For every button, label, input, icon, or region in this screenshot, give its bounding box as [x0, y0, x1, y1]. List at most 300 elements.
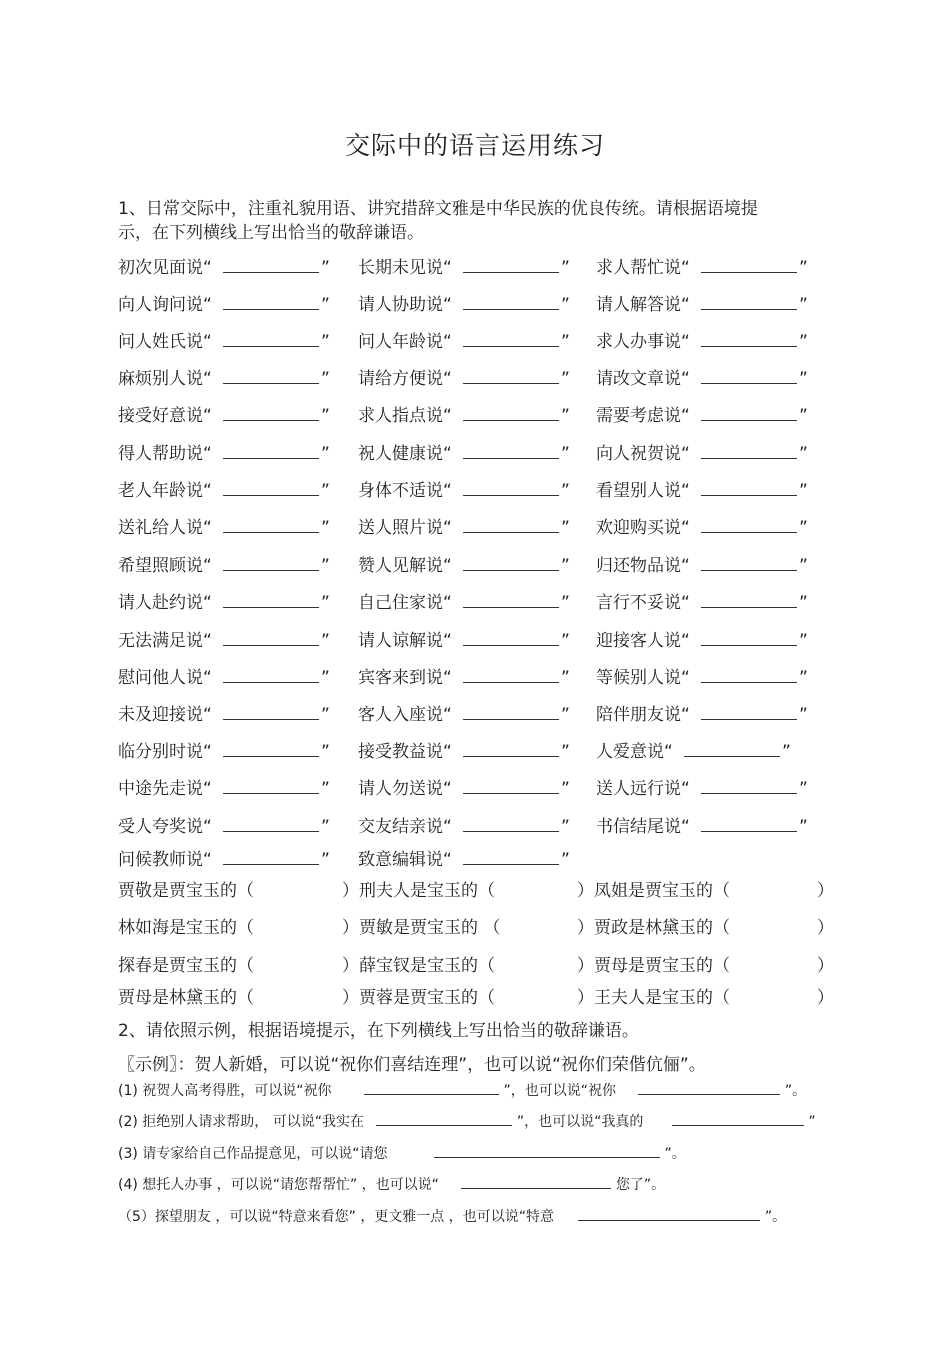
exercise-row — [118, 364, 838, 390]
closing-paren: ） — [817, 988, 834, 1008]
closing-paren: ） — [817, 881, 834, 901]
answer-blank[interactable] — [684, 739, 780, 757]
exercise-row — [118, 588, 838, 614]
exercise-item — [118, 327, 339, 352]
exercise-item — [596, 812, 817, 837]
exercise-row — [118, 737, 838, 763]
close-quote: ” — [799, 631, 808, 651]
answer-blank[interactable] — [701, 553, 797, 571]
answer-blank[interactable] — [463, 553, 559, 571]
answer-blank[interactable] — [223, 255, 319, 273]
exercise-item — [596, 253, 817, 278]
open-quote: “ — [443, 742, 452, 762]
item-4-prompt: (4) 想托人办事 ，可以说“请您帮帮忙” ，也可以说“ — [118, 1177, 439, 1193]
exercise-item — [118, 663, 339, 688]
close-quote: ” — [799, 406, 808, 426]
answer-blank[interactable] — [223, 776, 319, 794]
open-quote: “ — [443, 332, 452, 352]
open-quote: “ — [681, 444, 690, 464]
open-quote: “ — [681, 295, 690, 315]
open-quote: “ — [203, 444, 212, 464]
close-quote: ” — [561, 518, 570, 538]
exercise-row — [118, 774, 838, 800]
situation-label: 请给方便说 — [358, 369, 443, 389]
relation-row — [118, 876, 834, 902]
open-quote: “ — [681, 481, 690, 501]
situation-label: 中途先走说 — [118, 779, 203, 799]
open-quote: “ — [681, 518, 690, 538]
situation-label: 向人询问说 — [118, 295, 203, 315]
exercise-row — [118, 812, 838, 838]
item-4-prompt-end: 您了”。 — [615, 1177, 666, 1193]
answer-blank[interactable] — [701, 814, 797, 832]
answer-blank[interactable] — [463, 628, 559, 646]
situation-label: 初次见面说 — [118, 258, 203, 278]
open-quote: “ — [203, 668, 212, 688]
open-quote: “ — [203, 332, 212, 352]
open-quote: “ — [203, 779, 212, 799]
question-2-item-3 — [118, 1143, 686, 1165]
open-quote: “ — [681, 593, 690, 613]
exercise-row — [118, 401, 838, 427]
exercise-item — [358, 812, 579, 837]
open-quote: “ — [203, 518, 212, 538]
open-quote: “ — [443, 258, 452, 278]
close-quote: ” — [799, 556, 808, 576]
exercise-item — [596, 290, 817, 315]
item-1-prompt-mid: ”，也可以说“祝你 — [503, 1083, 616, 1099]
situation-label: 人爱意说 — [596, 742, 664, 762]
answer-blank[interactable] — [463, 702, 559, 720]
close-quote: ” — [321, 779, 330, 799]
situation-label: 宾客来到说 — [358, 668, 443, 688]
exercise-item — [358, 700, 579, 725]
exercise-item — [118, 253, 339, 278]
relation-prompt: 贾敬是贾宝玉的（ — [118, 881, 254, 901]
situation-label: 赞人见解说 — [358, 556, 443, 576]
answer-blank[interactable] — [701, 665, 797, 683]
relation-prompt: ）贾母是贾宝玉的（ — [577, 956, 730, 976]
situation-label: 迎接客人说 — [596, 631, 681, 651]
exercise-item — [358, 253, 579, 278]
close-quote: ” — [799, 258, 808, 278]
open-quote: “ — [664, 742, 673, 762]
situation-label: 问人年龄说 — [358, 332, 443, 352]
item-3-prompt: (3) 请专家给自己作品提意见，可以说“请您 — [118, 1146, 388, 1162]
answer-blank[interactable] — [223, 292, 319, 310]
situation-label: 请人赴约说 — [118, 593, 203, 613]
exercise-item — [596, 737, 800, 762]
answer-blank[interactable] — [701, 590, 797, 608]
close-quote: ” — [799, 369, 808, 389]
closing-paren: ） — [817, 956, 834, 976]
exercise-item — [118, 439, 339, 464]
situation-label: 求人帮忙说 — [596, 258, 681, 278]
answer-blank[interactable] — [434, 1143, 660, 1158]
close-quote: ” — [561, 444, 570, 464]
answer-blank[interactable] — [223, 628, 319, 646]
relation-prompt: 林如海是宝玉的（ — [118, 918, 254, 938]
exercise-item — [596, 551, 817, 576]
open-quote: “ — [681, 258, 690, 278]
close-quote: ” — [561, 742, 570, 762]
open-quote: “ — [203, 295, 212, 315]
open-quote: “ — [443, 556, 452, 576]
situation-label: 送礼给人说 — [118, 518, 203, 538]
close-quote: ” — [321, 705, 330, 725]
relation-row — [118, 913, 834, 939]
close-quote: ” — [321, 593, 330, 613]
close-quote: ” — [799, 668, 808, 688]
situation-label: 自己住家说 — [358, 593, 443, 613]
exercise-row — [118, 663, 838, 689]
answer-blank[interactable] — [376, 1111, 512, 1126]
exercise-item — [118, 364, 339, 389]
answer-blank[interactable] — [701, 403, 797, 421]
situation-label: 请人谅解说 — [358, 631, 443, 651]
answer-blank[interactable] — [223, 847, 319, 865]
exercise-row — [118, 290, 838, 316]
relation-prompt: 贾母是林黛玉的（ — [118, 988, 254, 1008]
close-quote: ” — [799, 779, 808, 799]
answer-blank[interactable] — [701, 515, 797, 533]
answer-blank[interactable] — [463, 329, 559, 347]
situation-label: 陪伴朋友说 — [596, 705, 681, 725]
situation-label: 客人入座说 — [358, 705, 443, 725]
situation-label: 长期未见说 — [358, 258, 443, 278]
close-quote: ” — [321, 332, 330, 352]
exercise-item — [596, 513, 817, 538]
exercise-item — [118, 513, 339, 538]
close-quote: ” — [561, 593, 570, 613]
close-quote: ” — [561, 406, 570, 426]
situation-label: 言行不妥说 — [596, 593, 681, 613]
exercise-row — [118, 253, 838, 279]
open-quote: “ — [203, 369, 212, 389]
answer-blank[interactable] — [463, 255, 559, 273]
open-quote: “ — [203, 631, 212, 651]
exercise-item — [358, 364, 579, 389]
exercise-row — [118, 327, 838, 353]
situation-label: 送人远行说 — [596, 779, 681, 799]
close-quote: ” — [321, 556, 330, 576]
situation-label: 归还物品说 — [596, 556, 681, 576]
answer-blank[interactable] — [701, 292, 797, 310]
answer-blank[interactable] — [463, 847, 559, 865]
answer-blank[interactable] — [463, 478, 559, 496]
answer-blank[interactable] — [223, 590, 319, 608]
close-quote: ” — [561, 817, 570, 837]
situation-label: 接受教益说 — [358, 742, 443, 762]
situation-label: 请改文章说 — [596, 369, 681, 389]
answer-blank[interactable] — [463, 515, 559, 533]
exercise-item — [118, 401, 339, 426]
relation-row — [118, 983, 834, 1009]
exercise-item — [118, 476, 339, 501]
open-quote: “ — [443, 779, 452, 799]
close-quote: ” — [799, 332, 808, 352]
answer-blank[interactable] — [701, 329, 797, 347]
answer-blank[interactable] — [223, 329, 319, 347]
answer-blank[interactable] — [701, 776, 797, 794]
relation-prompt: ）王夫人是宝玉的（ — [577, 988, 730, 1008]
close-quote: ” — [782, 742, 791, 762]
situation-label: 老人年龄说 — [118, 481, 203, 501]
exercise-item — [118, 737, 339, 762]
exercise-row — [118, 551, 838, 577]
exercise-item — [358, 774, 579, 799]
answer-blank[interactable] — [463, 776, 559, 794]
open-quote: “ — [443, 369, 452, 389]
exercise-item — [358, 845, 579, 870]
open-quote: “ — [443, 631, 452, 651]
item-5-prompt: （5）探望朋友 ，可以说“特意来看您” ，更文雅一点 ，也可以说“特意 — [118, 1209, 555, 1225]
situation-label: 求人办事说 — [596, 332, 681, 352]
close-quote: ” — [321, 258, 330, 278]
open-quote: “ — [203, 817, 212, 837]
exercise-row — [118, 845, 838, 871]
situation-label: 书信结尾说 — [596, 817, 681, 837]
situation-label: 欢迎购买说 — [596, 518, 681, 538]
exercise-item — [358, 663, 579, 688]
situation-label: 临分别时说 — [118, 742, 203, 762]
exercise-row — [118, 626, 838, 652]
item-2-prompt: (2) 拒绝别人请求帮助， 可以说“我实在 — [118, 1114, 364, 1130]
open-quote: “ — [443, 406, 452, 426]
relation-prompt: ）贾敏是贾宝玉的 （ — [342, 918, 501, 938]
answer-blank[interactable] — [578, 1206, 760, 1221]
answer-blank[interactable] — [463, 665, 559, 683]
situation-label: 交友结亲说 — [358, 817, 443, 837]
situation-label: 请人勿送说 — [358, 779, 443, 799]
exercise-item — [118, 700, 339, 725]
open-quote: “ — [203, 406, 212, 426]
close-quote: ” — [561, 332, 570, 352]
close-quote: ” — [561, 668, 570, 688]
answer-blank[interactable] — [701, 478, 797, 496]
answer-blank[interactable] — [223, 814, 319, 832]
open-quote: “ — [203, 481, 212, 501]
situation-label: 送人照片说 — [358, 518, 443, 538]
answer-blank[interactable] — [223, 478, 319, 496]
exercise-item — [358, 439, 579, 464]
item-2-prompt-mid: ”，也可以说“我真的 — [516, 1114, 644, 1130]
close-quote: ” — [321, 406, 330, 426]
close-quote: ” — [799, 593, 808, 613]
situation-label: 求人指点说 — [358, 406, 443, 426]
answer-blank[interactable] — [463, 403, 559, 421]
close-quote: ” — [561, 481, 570, 501]
close-quote: ” — [321, 742, 330, 762]
question-2-example: 〖示例〗：贺人新婚，可以说“祝你们喜结连理”，也可以说“祝你们荣偕伉俪”。 — [118, 1055, 706, 1075]
open-quote: “ — [681, 668, 690, 688]
open-quote: “ — [443, 295, 452, 315]
open-quote: “ — [681, 705, 690, 725]
exercise-item — [358, 588, 579, 613]
exercise-item — [596, 439, 817, 464]
answer-blank[interactable] — [223, 366, 319, 384]
exercise-item — [596, 700, 817, 725]
answer-blank[interactable] — [223, 441, 319, 459]
close-quote: ” — [321, 817, 330, 837]
exercise-item — [358, 551, 579, 576]
exercise-row — [118, 700, 838, 726]
close-quote: ” — [321, 295, 330, 315]
open-quote: “ — [681, 556, 690, 576]
closing-paren: ） — [817, 918, 834, 938]
open-quote: “ — [203, 556, 212, 576]
answer-blank[interactable] — [223, 553, 319, 571]
open-quote: “ — [443, 705, 452, 725]
exercise-item — [118, 588, 339, 613]
answer-blank[interactable] — [463, 814, 559, 832]
situation-label: 请人协助说 — [358, 295, 443, 315]
exercise-item — [118, 551, 339, 576]
open-quote: “ — [681, 332, 690, 352]
question-2-heading: 2、请依照示例，根据语境提示，在下列横线上写出恰当的敬辞谦语。 — [118, 1021, 639, 1041]
answer-blank[interactable] — [223, 665, 319, 683]
open-quote: “ — [443, 668, 452, 688]
situation-label: 问候教师说 — [118, 850, 203, 870]
situation-label: 致意编辑说 — [358, 850, 443, 870]
answer-blank[interactable] — [223, 702, 319, 720]
question-1-intro-line2: 示，在下列横线上写出恰当的敬辞谦语。 — [118, 223, 424, 243]
answer-blank[interactable] — [463, 366, 559, 384]
answer-blank[interactable] — [223, 403, 319, 421]
answer-blank[interactable] — [638, 1080, 780, 1095]
answer-blank[interactable] — [223, 515, 319, 533]
answer-blank[interactable] — [701, 702, 797, 720]
relation-prompt: ）贾政是林黛玉的（ — [577, 918, 730, 938]
close-quote: ” — [321, 668, 330, 688]
exercise-item — [118, 626, 339, 651]
close-quote: ” — [321, 850, 330, 870]
situation-label: 麻烦别人说 — [118, 369, 203, 389]
exercise-row — [118, 513, 838, 539]
open-quote: “ — [443, 481, 452, 501]
exercise-item — [118, 812, 339, 837]
relation-prompt: ）刑夫人是宝玉的（ — [342, 881, 495, 901]
question-2-item-5 — [118, 1206, 786, 1228]
item-5-prompt-end: ”。 — [764, 1209, 787, 1225]
close-quote: ” — [321, 631, 330, 651]
exercise-item — [596, 401, 817, 426]
situation-label: 问人姓氏说 — [118, 332, 203, 352]
exercise-item — [358, 327, 579, 352]
open-quote: “ — [203, 850, 212, 870]
item-1-prompt: (1) 祝贺人高考得胜，可以说“祝你 — [118, 1083, 332, 1099]
answer-blank[interactable] — [463, 441, 559, 459]
open-quote: “ — [443, 593, 452, 613]
answer-blank[interactable] — [701, 366, 797, 384]
relation-prompt: 探春是贾宝玉的（ — [118, 956, 254, 976]
exercise-item — [358, 737, 579, 762]
answer-blank[interactable] — [701, 628, 797, 646]
answer-blank[interactable] — [223, 739, 319, 757]
exercise-item — [358, 401, 579, 426]
exercise-item — [358, 513, 579, 538]
situation-label: 得人帮助说 — [118, 444, 203, 464]
exercise-item — [358, 476, 579, 501]
exercise-item — [596, 663, 817, 688]
answer-blank[interactable] — [461, 1174, 611, 1189]
open-quote: “ — [681, 406, 690, 426]
close-quote: ” — [799, 705, 808, 725]
exercise-item — [358, 626, 579, 651]
relation-row — [118, 951, 834, 977]
exercise-item — [596, 327, 817, 352]
exercise-item — [596, 774, 817, 799]
question-1-intro-line1: 1、日常交际中，注重礼貌用语、讲究措辞文雅是中华民族的优良传统。请根据语境提 — [118, 199, 758, 219]
exercise-item — [596, 626, 817, 651]
open-quote: “ — [681, 631, 690, 651]
close-quote: ” — [561, 631, 570, 651]
exercise-item — [118, 290, 339, 315]
close-quote: ” — [561, 295, 570, 315]
relation-prompt: ）薛宝钗是宝玉的（ — [342, 956, 495, 976]
answer-blank[interactable] — [463, 739, 559, 757]
question-2-item-1 — [118, 1080, 806, 1102]
close-quote: ” — [561, 779, 570, 799]
situation-label: 慰问他人说 — [118, 668, 203, 688]
open-quote: “ — [203, 258, 212, 278]
exercise-item — [118, 845, 339, 870]
situation-label: 受人夸奖说 — [118, 817, 203, 837]
close-quote: ” — [321, 518, 330, 538]
close-quote: ” — [799, 518, 808, 538]
answer-blank[interactable] — [364, 1080, 499, 1095]
close-quote: ” — [561, 850, 570, 870]
situation-label: 希望照顾说 — [118, 556, 203, 576]
question-2-item-2 — [118, 1111, 816, 1133]
exercise-item — [596, 588, 817, 613]
situation-label: 需要考虑说 — [596, 406, 681, 426]
close-quote: ” — [561, 258, 570, 278]
close-quote: ” — [321, 444, 330, 464]
close-quote: ” — [321, 481, 330, 501]
relation-prompt: ）凤姐是贾宝玉的（ — [577, 881, 730, 901]
close-quote: ” — [799, 295, 808, 315]
close-quote: ” — [799, 817, 808, 837]
answer-blank[interactable] — [672, 1111, 804, 1126]
question-2-item-4 — [118, 1174, 665, 1196]
situation-label: 接受好意说 — [118, 406, 203, 426]
exercise-row — [118, 476, 838, 502]
item-2-prompt-end: ” — [808, 1114, 816, 1130]
open-quote: “ — [203, 742, 212, 762]
situation-label: 向人祝贺说 — [596, 444, 681, 464]
situation-label: 无法满足说 — [118, 631, 203, 651]
close-quote: ” — [799, 481, 808, 501]
open-quote: “ — [443, 444, 452, 464]
exercise-item — [596, 364, 817, 389]
answer-blank[interactable] — [463, 590, 559, 608]
answer-blank[interactable] — [463, 292, 559, 310]
close-quote: ” — [561, 369, 570, 389]
situation-label: 身体不适说 — [358, 481, 443, 501]
situation-label: 未及迎接说 — [118, 705, 203, 725]
close-quote: ” — [561, 705, 570, 725]
open-quote: “ — [443, 817, 452, 837]
page-title: 交际中的语言运用练习 — [344, 131, 605, 160]
answer-blank[interactable] — [701, 441, 797, 459]
open-quote: “ — [681, 779, 690, 799]
close-quote: ” — [561, 556, 570, 576]
exercise-item — [118, 774, 339, 799]
answer-blank[interactable] — [701, 255, 797, 273]
exercise-item — [596, 476, 817, 501]
item-1-prompt-end: ”。 — [784, 1083, 807, 1099]
